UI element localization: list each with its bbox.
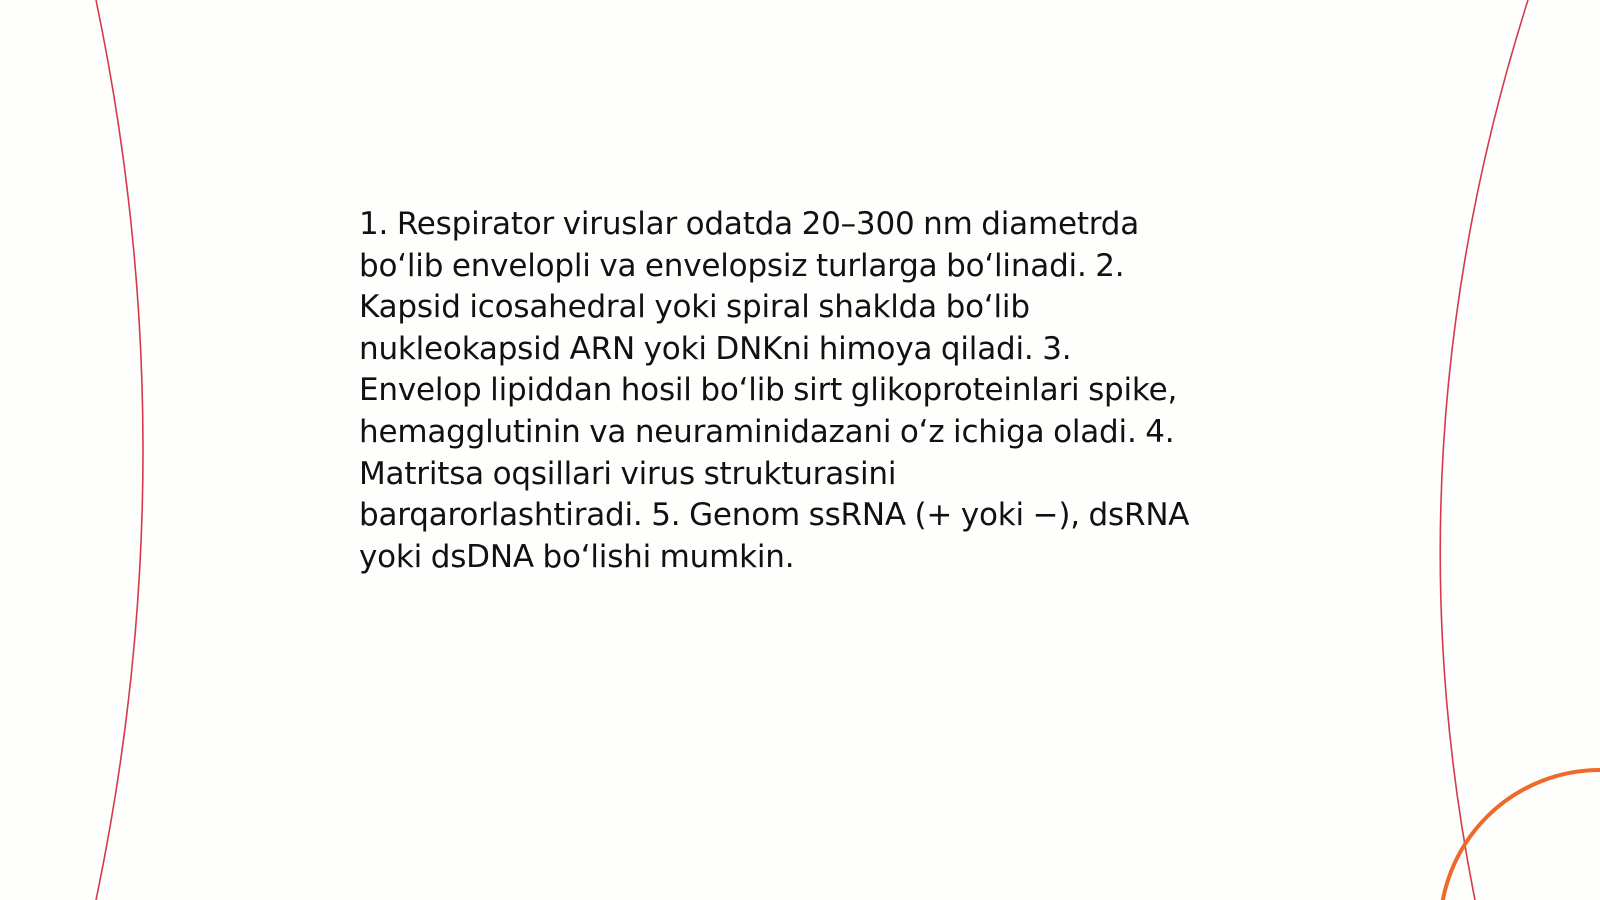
left-curve-line [96,0,143,900]
slide-body-text: 1. Respirator viruslar odatda 20–300 nm diametrda bo‘lib envelopli va envelopsiz turlarga bo‘linadi. 2. Kapsid icosahedral yoki spiral shaklda bo‘lib nukleokapsid ARN yoki DNKni himoya qiladi. 3. Envelop lipiddan hosil bo‘lib sirt glikoproteinlari spike, hemagglutinin va neuraminidazani o‘z ichiga oladi. 4. Matritsa oqsillari virus strukturasini barqarorlashtiradi. 5. Genom ssRNA (+ yoki −), dsRNA yoki dsDNA bo‘lishi mumkin. [359,206,1190,575]
right-curve-line [1440,0,1528,900]
